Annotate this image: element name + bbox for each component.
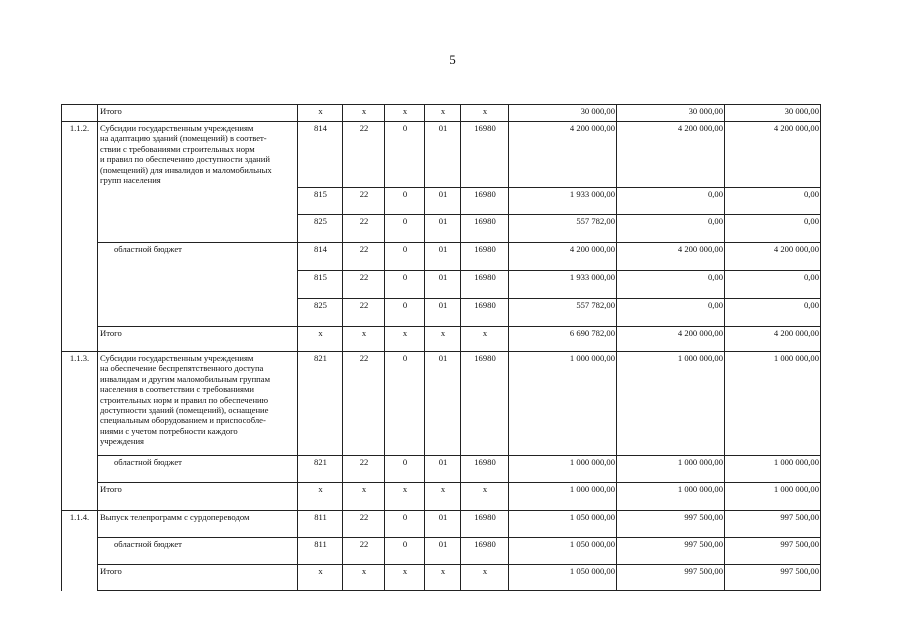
table-row: [62, 122, 821, 188]
code-cell: 0: [385, 122, 425, 188]
amount-cell: 30 000,00: [617, 105, 725, 122]
item-description: Субсидии государственным учреждениям на адаптацию зданий (помещений) в соответ- ствии с требованиями строительных норм и правил по обеспечению доступности зданий (помещений) для инвалидов и маломобильных групп населения: [98, 122, 298, 243]
code-cell: х: [343, 105, 385, 122]
code-cell: х: [298, 565, 343, 591]
code-cell: 22: [343, 271, 385, 299]
code-cell: 814: [298, 243, 343, 271]
code-cell: 0: [385, 511, 425, 538]
code-cell: 01: [425, 243, 461, 271]
code-cell: 0: [385, 243, 425, 271]
code-cell: 16980: [461, 271, 509, 299]
code-cell: 22: [343, 122, 385, 188]
code-cell: 01: [425, 188, 461, 215]
code-cell: 01: [425, 538, 461, 565]
code-cell: х: [425, 105, 461, 122]
amount-cell: 1 000 000,00: [725, 483, 821, 511]
amount-cell: 997 500,00: [725, 538, 821, 565]
code-cell: 0: [385, 215, 425, 243]
table-row: [62, 538, 821, 565]
table-body: [62, 105, 821, 591]
code-cell: х: [385, 483, 425, 511]
code-cell: х: [385, 105, 425, 122]
code-cell: х: [343, 327, 385, 352]
code-cell: 0: [385, 538, 425, 565]
total-label: Итого: [98, 565, 298, 591]
total-label: Итого: [98, 105, 298, 122]
table-row: [62, 327, 821, 352]
code-cell: 821: [298, 352, 343, 456]
amount-cell: 997 500,00: [617, 565, 725, 591]
amount-cell: 0,00: [725, 215, 821, 243]
code-cell: 825: [298, 215, 343, 243]
code-cell: 01: [425, 215, 461, 243]
code-cell: 16980: [461, 215, 509, 243]
code-cell: х: [385, 327, 425, 352]
total-label: Итого: [98, 327, 298, 352]
amount-cell: 0,00: [725, 299, 821, 327]
total-label: Итого: [98, 483, 298, 511]
code-cell: 16980: [461, 538, 509, 565]
code-cell: 22: [343, 243, 385, 271]
amount-cell: 0,00: [725, 188, 821, 215]
amount-cell: 997 500,00: [617, 511, 725, 538]
item-description: Субсидии государственным учреждениям на обеспечение беспрепятственного доступа инвалидам и другим маломобильным группам населения в соответствии с требованиями строительных норм и правил по обеспечению доступности зданий (помещений), оснащение специальным оборудованием и приспособле- ниями с учетом потребности каждого учреждения: [98, 352, 298, 456]
code-cell: 01: [425, 511, 461, 538]
code-cell: х: [425, 483, 461, 511]
amount-cell: 4 200 000,00: [617, 327, 725, 352]
code-cell: 22: [343, 215, 385, 243]
amount-cell: 1 050 000,00: [509, 538, 617, 565]
code-cell: х: [298, 105, 343, 122]
code-cell: 22: [343, 538, 385, 565]
table-row: [62, 352, 821, 456]
code-cell: 16980: [461, 299, 509, 327]
code-cell: 811: [298, 511, 343, 538]
code-cell: х: [298, 327, 343, 352]
amount-cell: 997 500,00: [725, 565, 821, 591]
amount-cell: 1 000 000,00: [617, 483, 725, 511]
amount-cell: 30 000,00: [725, 105, 821, 122]
row-number-cell: [62, 105, 98, 122]
code-cell: 01: [425, 122, 461, 188]
code-cell: 0: [385, 352, 425, 456]
budget-label: областной бюджет: [98, 538, 298, 565]
amount-cell: 1 050 000,00: [509, 565, 617, 591]
code-cell: х: [425, 327, 461, 352]
budget-table: [61, 104, 821, 591]
amount-cell: 30 000,00: [509, 105, 617, 122]
code-cell: 22: [343, 352, 385, 456]
row-number-cell: 1.1.3.: [62, 352, 98, 511]
amount-cell: 1 000 000,00: [509, 483, 617, 511]
code-cell: 01: [425, 299, 461, 327]
code-cell: 0: [385, 299, 425, 327]
row-number-cell: 1.1.4.: [62, 511, 98, 591]
amount-cell: 1 000 000,00: [617, 456, 725, 483]
code-cell: х: [343, 565, 385, 591]
code-cell: х: [298, 483, 343, 511]
budget-label: областной бюджет: [98, 456, 298, 483]
code-cell: х: [461, 565, 509, 591]
amount-cell: 997 500,00: [725, 511, 821, 538]
code-cell: 16980: [461, 243, 509, 271]
item-description: Выпуск телепрограмм с сурдопереводом: [98, 511, 298, 538]
amount-cell: 4 200 000,00: [509, 243, 617, 271]
code-cell: х: [461, 327, 509, 352]
table-row: [62, 511, 821, 538]
code-cell: 0: [385, 188, 425, 215]
code-cell: х: [385, 565, 425, 591]
amount-cell: 4 200 000,00: [725, 122, 821, 188]
amount-cell: 4 200 000,00: [509, 122, 617, 188]
amount-cell: 4 200 000,00: [725, 243, 821, 271]
table-row: [62, 565, 821, 591]
code-cell: 815: [298, 271, 343, 299]
code-cell: 825: [298, 299, 343, 327]
amount-cell: 4 200 000,00: [725, 327, 821, 352]
code-cell: 22: [343, 456, 385, 483]
amount-cell: 0,00: [617, 271, 725, 299]
amount-cell: 1 933 000,00: [509, 271, 617, 299]
amount-cell: 557 782,00: [509, 215, 617, 243]
amount-cell: 1 000 000,00: [509, 456, 617, 483]
amount-cell: 1 933 000,00: [509, 188, 617, 215]
amount-cell: 1 050 000,00: [509, 511, 617, 538]
row-number-cell: 1.1.2.: [62, 122, 98, 352]
table-row: [62, 105, 821, 122]
code-cell: 16980: [461, 511, 509, 538]
code-cell: 22: [343, 511, 385, 538]
code-cell: 16980: [461, 456, 509, 483]
code-cell: 16980: [461, 122, 509, 188]
amount-cell: 1 000 000,00: [617, 352, 725, 456]
table-row: [62, 243, 821, 271]
code-cell: 16980: [461, 188, 509, 215]
amount-cell: 1 000 000,00: [725, 456, 821, 483]
table-row: [62, 483, 821, 511]
code-cell: 811: [298, 538, 343, 565]
code-cell: 0: [385, 456, 425, 483]
amount-cell: 997 500,00: [617, 538, 725, 565]
table-row: [62, 456, 821, 483]
code-cell: х: [343, 483, 385, 511]
amount-cell: 0,00: [617, 188, 725, 215]
amount-cell: 6 690 782,00: [509, 327, 617, 352]
amount-cell: 0,00: [617, 215, 725, 243]
code-cell: 22: [343, 299, 385, 327]
code-cell: 01: [425, 271, 461, 299]
amount-cell: 1 000 000,00: [509, 352, 617, 456]
budget-label: областной бюджет: [98, 243, 298, 327]
amount-cell: 0,00: [617, 299, 725, 327]
amount-cell: 0,00: [725, 271, 821, 299]
page-number: 5: [449, 52, 456, 67]
code-cell: 814: [298, 122, 343, 188]
amount-cell: 1 000 000,00: [725, 352, 821, 456]
amount-cell: 4 200 000,00: [617, 122, 725, 188]
code-cell: 821: [298, 456, 343, 483]
code-cell: 0: [385, 271, 425, 299]
code-cell: 16980: [461, 352, 509, 456]
amount-cell: 557 782,00: [509, 299, 617, 327]
code-cell: 22: [343, 188, 385, 215]
code-cell: х: [425, 565, 461, 591]
code-cell: х: [461, 105, 509, 122]
code-cell: 815: [298, 188, 343, 215]
code-cell: 01: [425, 352, 461, 456]
code-cell: х: [461, 483, 509, 511]
amount-cell: 4 200 000,00: [617, 243, 725, 271]
code-cell: 01: [425, 456, 461, 483]
